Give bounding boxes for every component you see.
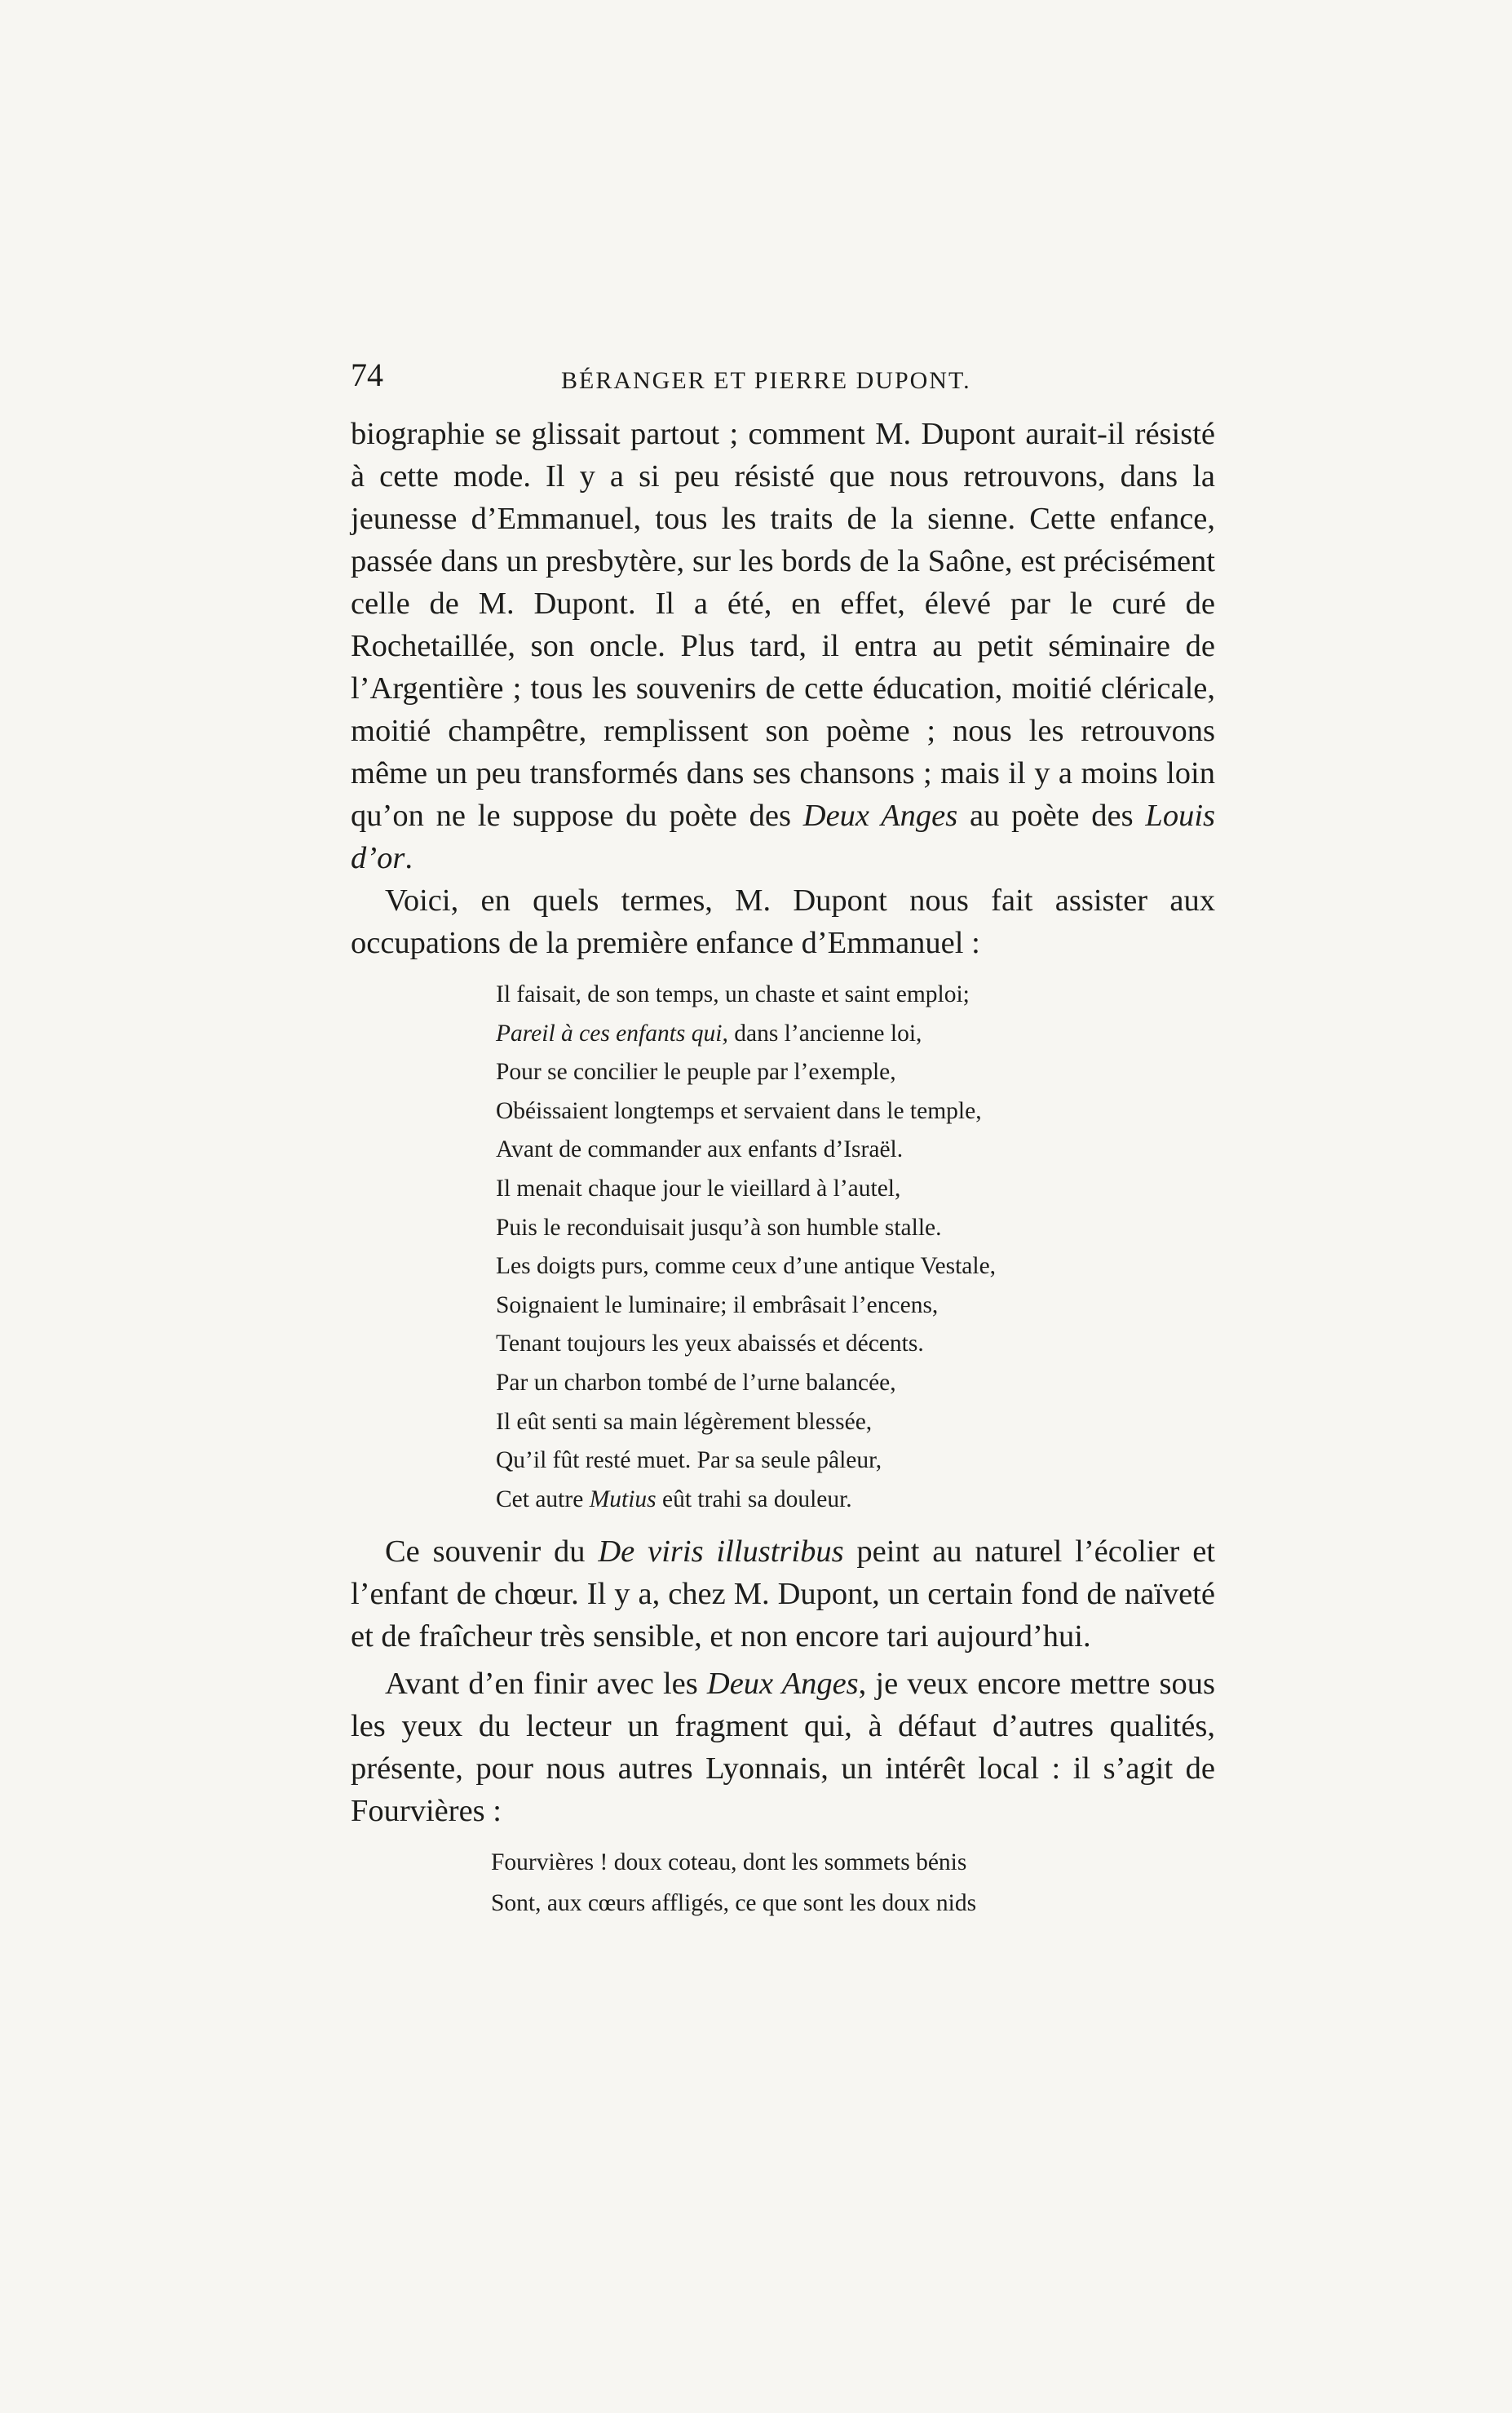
verse-line: [496, 1481, 1215, 1520]
verse-line: Sont, aux cœurs affligés, ce que sont les doux nids: [491, 1890, 977, 1917]
verse-line: Qu’il fût resté muet. Par sa seule pâleur,: [496, 1447, 882, 1474]
title-de-viris: De viris illustribus: [598, 1534, 844, 1570]
verse-line: Il menait chaque jour le vieillard à l’autel,: [496, 1175, 901, 1202]
verse-line: Par un charbon tombé de l’urne balancée,: [496, 1369, 896, 1396]
verse-quote-2: [491, 1842, 1215, 1924]
verse-line: [496, 1015, 1215, 1054]
verse-line: Fourvières ! doux coteau, dont les sommets bénis: [491, 1849, 967, 1876]
paragraph-3-start: Ce souvenir du: [385, 1534, 599, 1570]
verse-line: Puis le reconduisait jusqu’à son humble stalle.: [496, 1214, 942, 1241]
title-deux-anges-2: Deux Anges: [706, 1667, 859, 1702]
paragraph-1-end: .: [405, 841, 413, 875]
verse-line: Avant de commander aux enfants d’Israël.: [496, 1136, 904, 1163]
title-deux-anges: Deux Anges: [802, 799, 958, 833]
verse-line: Tenant toujours les yeux abaissés et décents.: [496, 1330, 924, 1357]
verse-line-rest: dans l’ancienne loi,: [727, 1020, 922, 1047]
paragraph-4-start: Avant d’en finir avec les: [385, 1667, 707, 1702]
verse-line: Les doigts purs, comme ceux d’une antique Vestale,: [496, 1253, 997, 1280]
verse-line-end: eût trahi sa douleur.: [656, 1485, 852, 1512]
verse-line: Il faisait, de son temps, un chaste et saint emploi;: [496, 981, 970, 1007]
paragraph-4-end: , je veux encore mettre sous les yeux du lecteur un fragment qui, à défaut d’autres qualités, présente, pour nous autres Lyonnais, un intérêt local : il s’agit de Fourvières :: [351, 1667, 1215, 1829]
running-title: BÉRANGER ET PIERRE DUPONT.: [561, 367, 971, 394]
verse-line: Obéissaient longtemps et servaient dans le temple,: [496, 1097, 982, 1124]
body-text: [351, 413, 1215, 964]
verse-italic-mutius: Mutius: [589, 1485, 657, 1512]
running-head: [351, 356, 1215, 408]
paragraph-1-text: biographie se glissait partout ; comment M. Dupont aurait-il résisté à cette mode. Il y a si peu résisté que nous retrouvons, dans la jeunesse d’Emmanuel, tous les traits de la sienne. Cette enfance, passée dans un presbytère, sur les bords de la Saône, est précisément celle de M. Dupont. Il a été, en effet, élevé par le curé de Rochetaillée, son oncle. Plus tard, il entra au petit séminaire de l’Argentière ; tous les souvenirs de cette éducation, moitié cléricale, moitié champêtre, remplissent son poème ; nous les retrouvons même un peu transformés dans ses chansons ; mais il y a moins loin qu’on ne le suppose du poète des: [351, 417, 1215, 833]
paragraph-2: Voici, en quels termes, M. Dupont nous fait assister aux occupations de la première enfance d’Emmanuel :: [351, 883, 1215, 960]
page-number: 74: [351, 356, 383, 393]
paragraph-3-end: peint au naturel l’écolier et l’enfant de chœur. Il y a, chez M. Dupont, un certain fond de naïveté et de fraîcheur très sensible, et non encore tari aujourd’hui.: [351, 1534, 1215, 1654]
title-louis-dor: Louis d’or: [351, 799, 1215, 875]
verse-line: Pour se concilier le peuple par l’exemple,: [496, 1059, 896, 1086]
paragraph-3: [351, 1530, 1215, 1658]
paragraph-1-mid: au poète des: [957, 799, 1146, 833]
verse-line: Soignaient le luminaire; il embrâsait l’encens,: [496, 1291, 939, 1318]
paragraph-4: [351, 1663, 1215, 1832]
verse-line: Il eût senti sa main légèrement blessée,: [496, 1408, 873, 1435]
verse-quote-1: [496, 976, 1215, 1519]
paragraph-1: [351, 413, 1215, 879]
verse-line-start: Cet autre: [496, 1485, 590, 1512]
body-text-continued: [351, 1530, 1215, 1832]
book-page: [351, 356, 1215, 1935]
verse-italic: Pareil à ces enfants qui,: [496, 1020, 728, 1047]
